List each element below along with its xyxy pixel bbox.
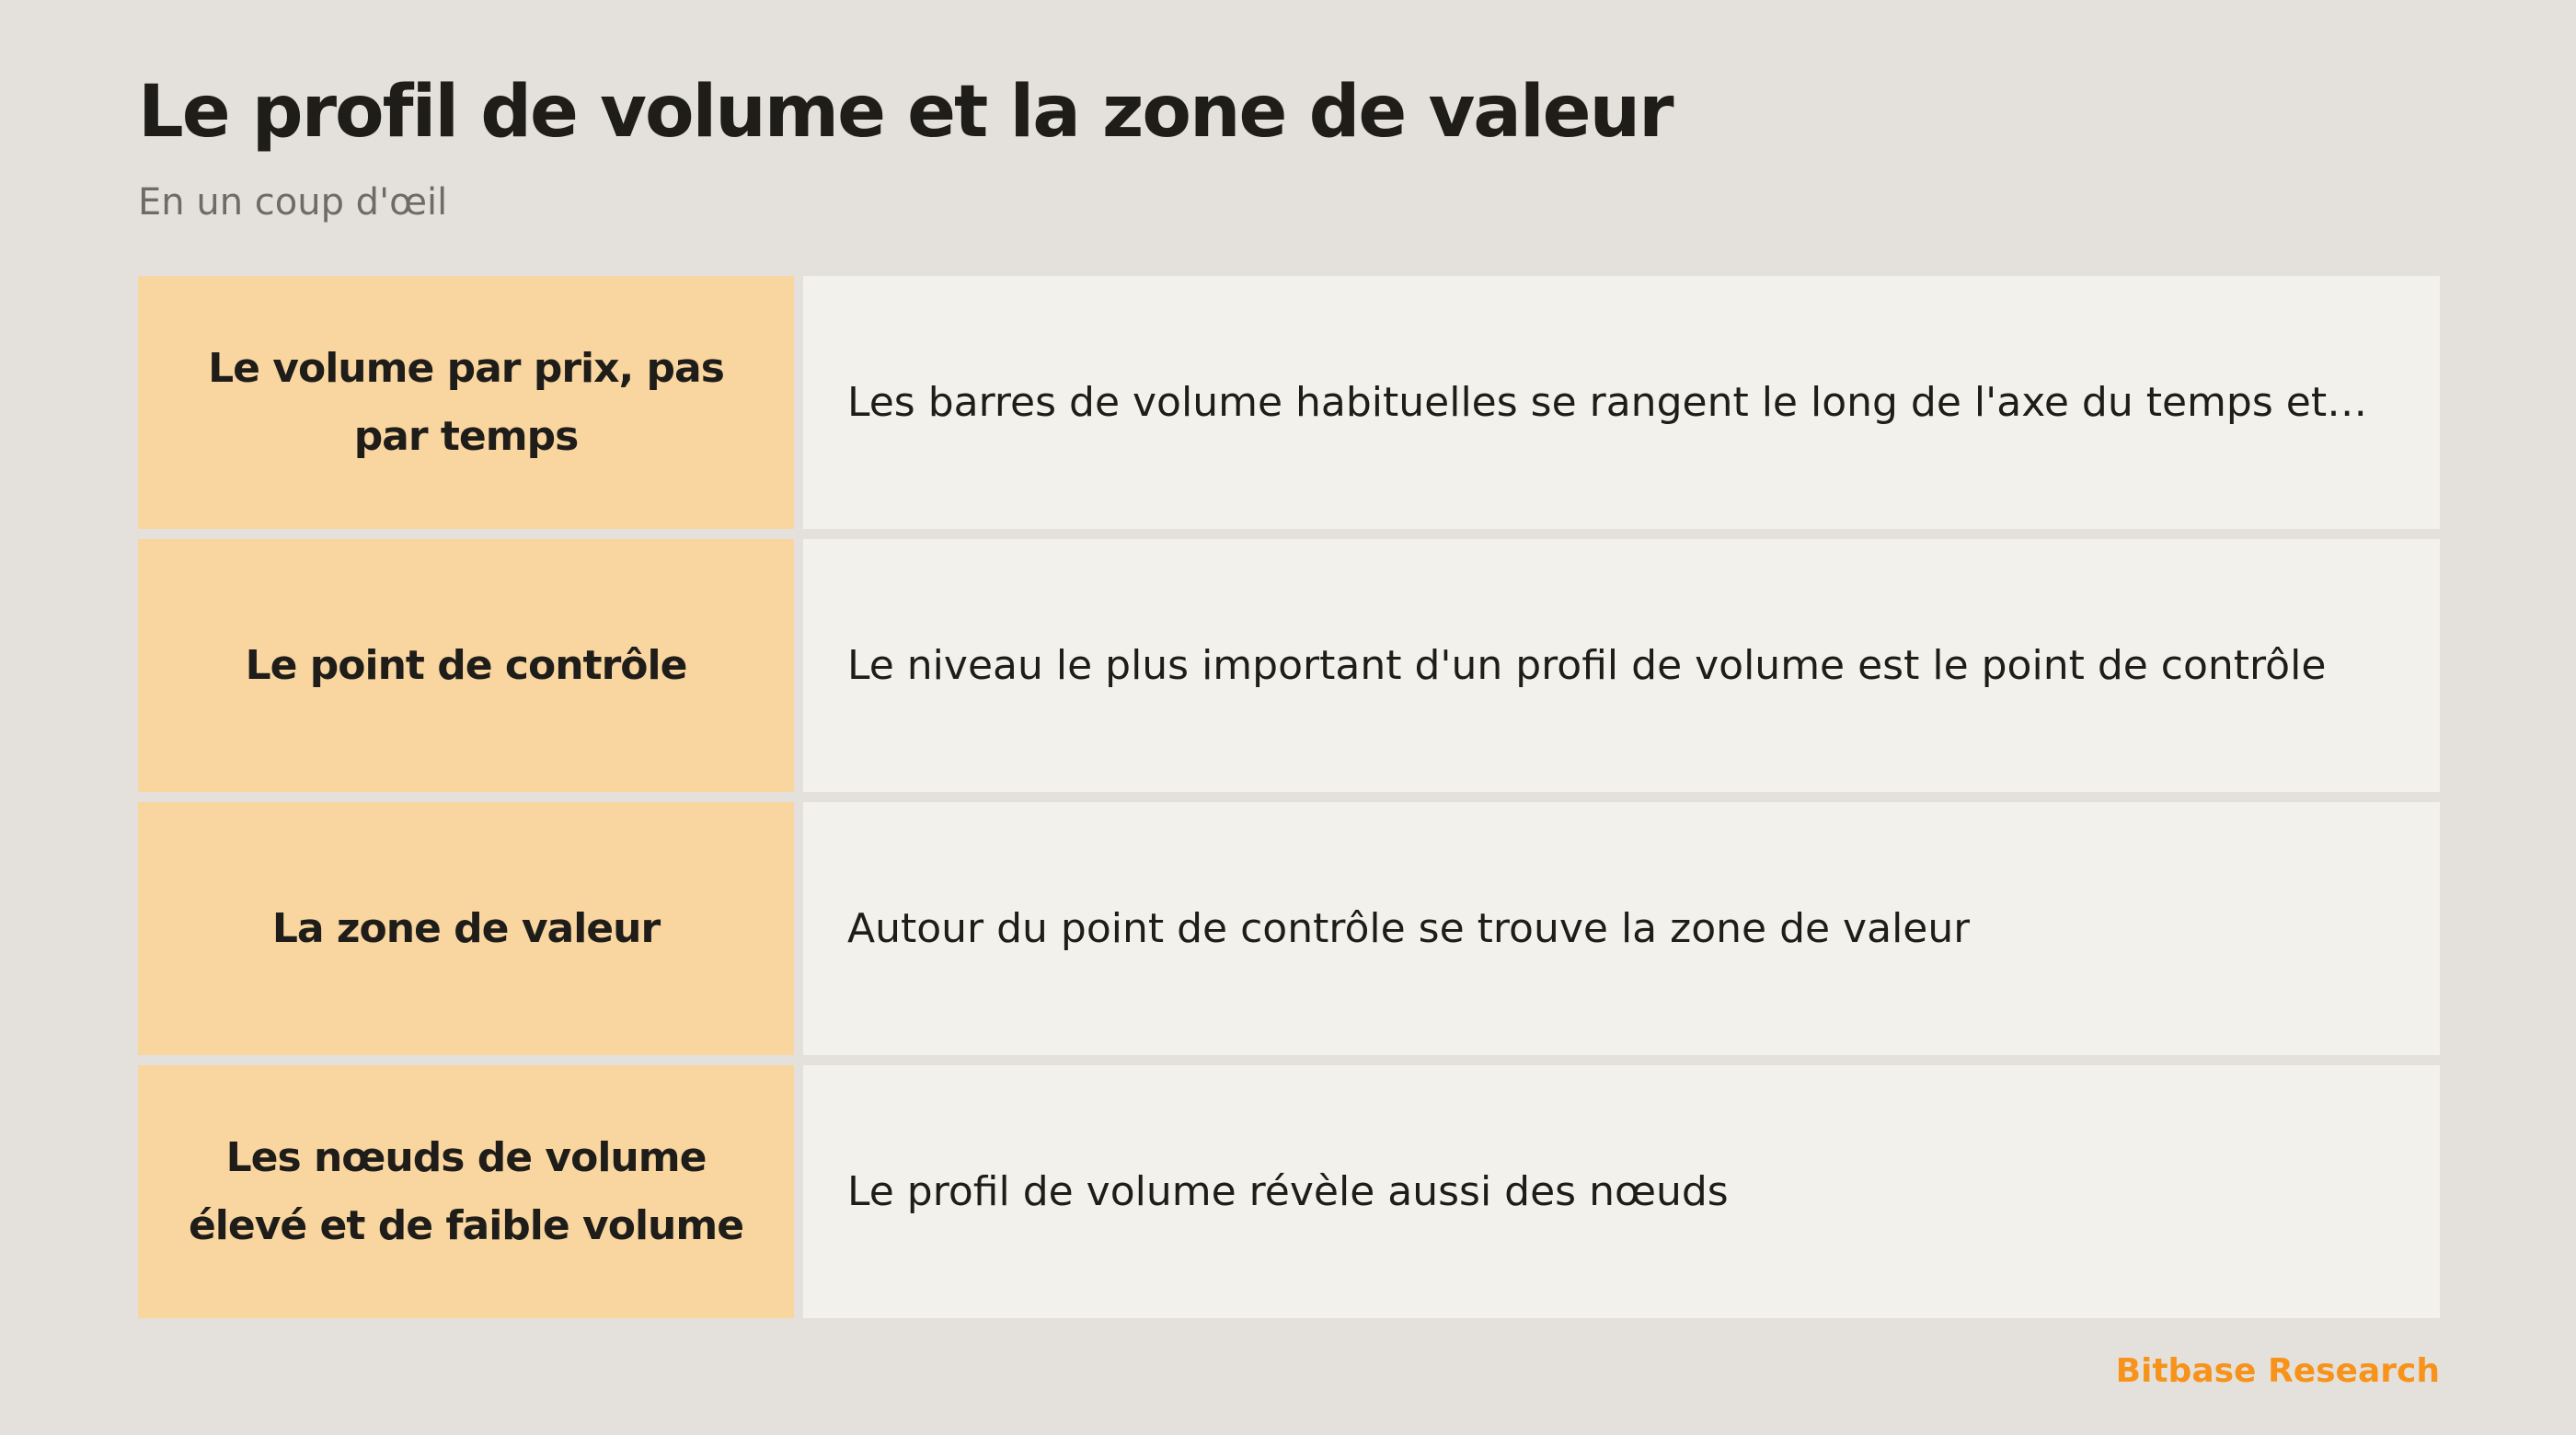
table-row — [138, 802, 2440, 1055]
term-cell: Les nœuds de volume élevé et de faible volume — [138, 1065, 794, 1318]
table-row — [138, 1065, 2440, 1318]
page-title: Le profil de volume et la zone de valeur — [138, 71, 1673, 154]
description-cell — [803, 276, 2440, 529]
description-text: Les barres de volume habituelles se rangent le long de l'axe du temps et… — [847, 378, 2368, 426]
term-cell: Le point de contrôle — [138, 539, 794, 792]
description-cell — [803, 539, 2440, 792]
summary-table — [138, 276, 2440, 1318]
table-row — [138, 539, 2440, 792]
description-text: Le niveau le plus important d'un profil de volume est le point de contrôle — [847, 641, 2327, 689]
description-cell — [803, 1065, 2440, 1318]
page-subtitle: En un coup d'œil — [138, 181, 448, 224]
brand-footer: Bitbase Research — [2115, 1352, 2440, 1390]
description-text: Le profil de volume révèle aussi des nœuds — [847, 1167, 1729, 1215]
table-row — [138, 276, 2440, 529]
description-text: Autour du point de contrôle se trouve la zone de valeur — [847, 904, 1971, 952]
term-cell: Le volume par prix, pas par temps — [138, 276, 794, 529]
term-cell: La zone de valeur — [138, 802, 794, 1055]
description-cell — [803, 802, 2440, 1055]
